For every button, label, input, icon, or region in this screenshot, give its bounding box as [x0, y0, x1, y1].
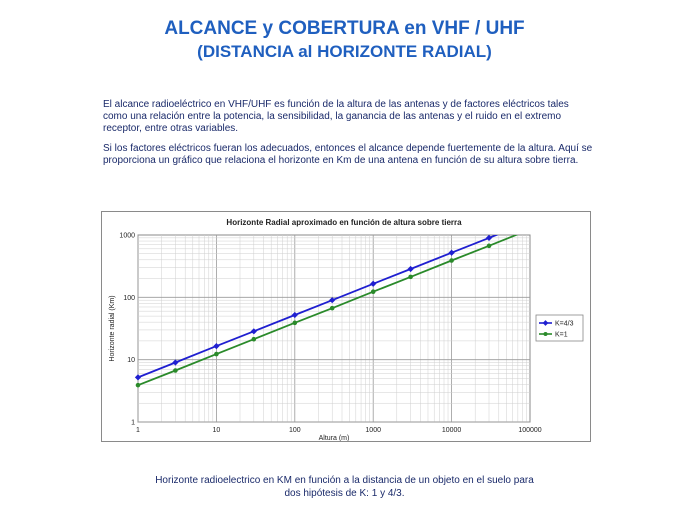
- data-point: [408, 275, 413, 280]
- x-tick-label: 10000: [441, 427, 462, 434]
- chart-container: [101, 211, 591, 442]
- data-point: [330, 306, 335, 311]
- y-tick-label: 1000: [119, 232, 135, 240]
- data-point: [252, 337, 257, 342]
- chart-svg: [102, 212, 590, 441]
- y-tick-label: 1: [131, 419, 135, 427]
- y-tick-label: 100: [123, 294, 135, 302]
- legend-label: K=1: [555, 331, 568, 339]
- x-tick-label: 100000: [518, 427, 542, 434]
- legend-label: K=4/3: [555, 320, 574, 328]
- x-tick-label: 1: [136, 427, 140, 434]
- page-subtitle: (DISTANCIA al HORIZONTE RADIAL): [197, 42, 492, 61]
- data-point: [173, 368, 178, 373]
- data-point: [293, 321, 298, 326]
- intro-paragraph: El alcance radioeléctrico en VHF/UHF es función de la altura de las antenas y de factores eléctricos tales como una relación entre la potencia, la sensibilidad, la ganancia de las antenas y el ruido en el extremo receptor, entre otras variables.: [103, 99, 569, 134]
- legend-marker: [544, 332, 548, 336]
- data-point: [449, 258, 454, 263]
- figure-caption-line-2: dos hipótesis de K: 1 y 4/3.: [284, 488, 405, 499]
- data-point: [487, 244, 492, 249]
- data-point: [214, 352, 219, 357]
- chart-title: Horizonte Radial aproximado en función de altura sobre tierra: [226, 218, 462, 227]
- detail-paragraph: Si los factores eléctricos fueran los adecuados, entonces el alcance depende fuertemente de la altura. Aquí se proporciona un gráfico que relaciona el horizonte en Km de una antena en función de su altura sobre tierra.: [103, 143, 593, 166]
- figure-caption-line-1: Horizonte radioelectrico en KM en función a la distancia de un objeto en el suelo para: [155, 475, 534, 486]
- y-axis-label: Horizonte radial (Km): [109, 295, 116, 362]
- page-title: ALCANCE y COBERTURA en VHF / UHF: [164, 18, 525, 39]
- x-tick-label: 1000: [365, 427, 381, 434]
- data-point: [136, 383, 141, 388]
- x-tick-label: 100: [288, 427, 301, 434]
- x-axis-label: Altura (m): [318, 435, 350, 441]
- x-tick-label: 10: [212, 427, 221, 434]
- y-tick-label: 10: [127, 357, 135, 365]
- data-point: [371, 289, 376, 294]
- plot-area: [138, 235, 530, 422]
